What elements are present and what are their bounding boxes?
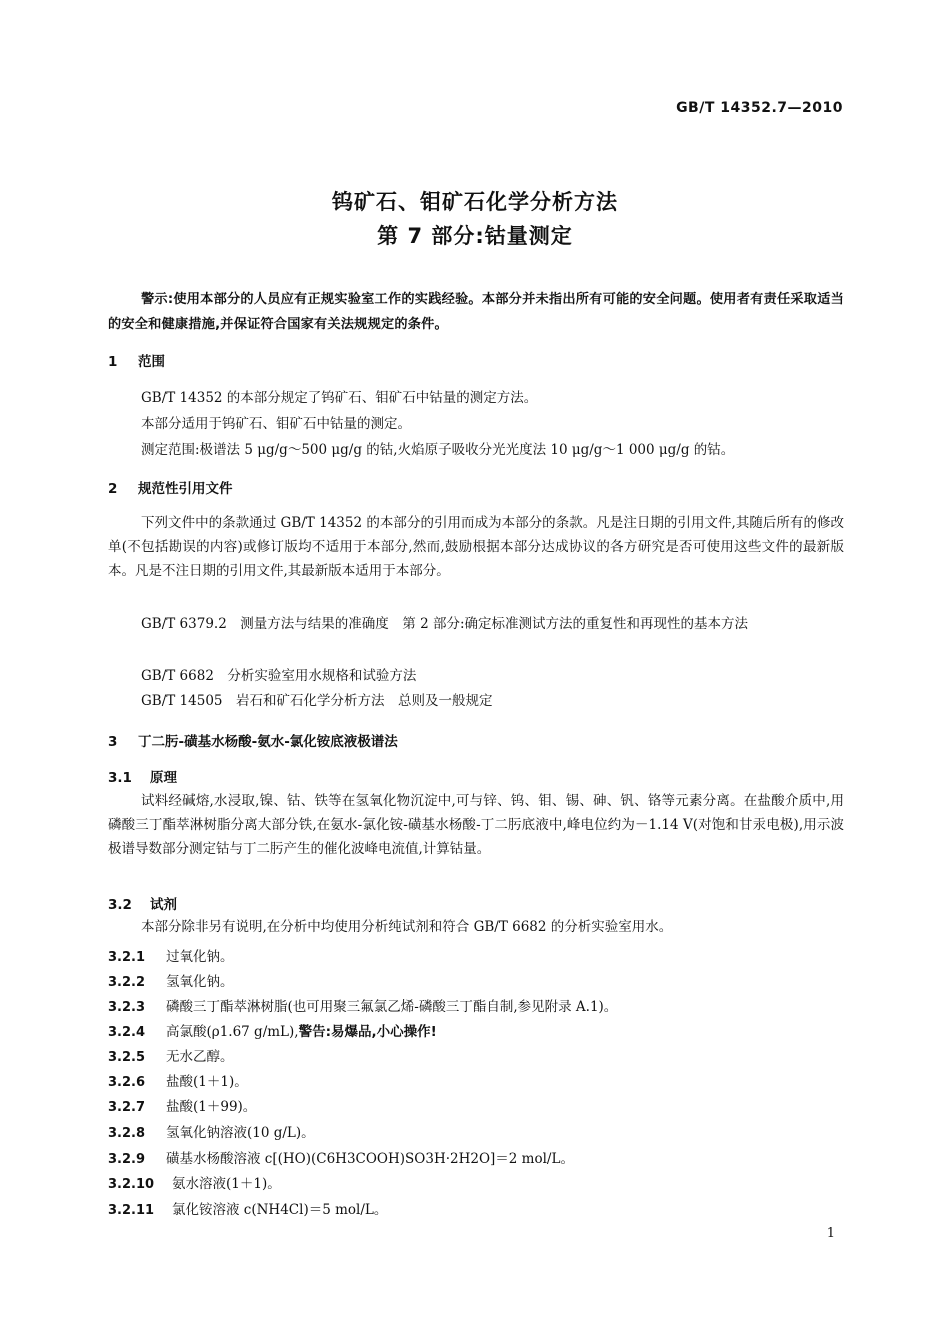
scope-line: GB/T 14352 的本部分规定了钨矿石、钼矿石中钴量的测定方法。	[141, 390, 538, 406]
standard-number: GB/T 14352.7—2010	[676, 100, 843, 116]
item-number: 3.2.5	[108, 1050, 146, 1065]
item-number: 3.2.10	[108, 1177, 155, 1192]
item-text: 高氯酸(ρ1.67 g/mL),	[166, 1024, 299, 1040]
document-subtitle: 第 7 部分:钴量测定	[377, 224, 573, 248]
reagent-item	[108, 995, 617, 1015]
item-number: 3.2.11	[108, 1203, 155, 1218]
document-title: 钨矿石、钼矿石化学分析方法	[332, 190, 618, 214]
item-number: 3.2.6	[108, 1075, 146, 1090]
item-text: 盐酸(1＋99)。	[166, 1099, 257, 1115]
subsection-title: 试剂	[150, 897, 177, 913]
section-number: 1	[108, 354, 118, 370]
section-title: 范围	[138, 354, 165, 370]
item-number: 3.2.1	[108, 950, 146, 965]
reagent-item	[108, 1070, 248, 1090]
item-text: 盐酸(1＋1)。	[166, 1074, 248, 1090]
item-text: 氢氧化钠。	[166, 974, 234, 990]
item-text: 氢氧化钠溶液(10 g/L)。	[166, 1125, 315, 1141]
reference-entry: GB/T 14505 岩石和矿石化学分析方法 总则及一般规定	[141, 693, 493, 709]
item-number: 3.2.9	[108, 1152, 146, 1167]
section-number: 2	[108, 481, 118, 497]
scope-line: 测定范围:极谱法 5 μg/g～500 μg/g 的钴,火焰原子吸收分光光度法 10 μg/g～1 000 μg/g 的钴。	[141, 442, 735, 458]
scope-line: 本部分适用于钨矿石、钼矿石中钴量的测定。	[141, 416, 411, 432]
safety-warning: 警示:使用本部分的人员应有正规实验室工作的实践经验。本部分并未指出所有可能的安全问题。使用者有责任采取适当的安全和健康措施,并保证符合国家有关法规规定的条件。	[108, 292, 844, 332]
page-number: 1	[826, 1226, 835, 1241]
section-heading-2	[108, 477, 233, 497]
reagent-item	[108, 970, 234, 990]
reagent-item	[108, 1172, 281, 1192]
reference-entry: GB/T 6379.2 测量方法与结果的准确度 第 2 部分:确定标准测试方法的重复性和再现性的基本方法	[141, 616, 749, 632]
subsection-title: 原理	[150, 770, 177, 786]
reagent-item	[108, 1121, 315, 1141]
hazard-warning: 警告:易爆品,小心操作!	[298, 1024, 437, 1040]
reagent-item	[108, 1147, 574, 1167]
reference-entry: GB/T 6682 分析实验室用水规格和试验方法	[141, 668, 417, 684]
item-text: 氯化铵溶液 c(NH4Cl)＝5 mol/L。	[172, 1202, 388, 1218]
item-number: 3.2.3	[108, 1000, 146, 1015]
section-title: 规范性引用文件	[138, 481, 233, 497]
item-number: 3.2.4	[108, 1025, 146, 1040]
reagent-item	[108, 1198, 387, 1218]
references-paragraph: 下列文件中的条款通过 GB/T 14352 的本部分的引用而成为本部分的条款。凡是注日期的引用文件,其随后所有的修改单(不包括勘误的内容)或修订版均不适用于本部分,然而,鼓励根据本部分达成协议的各方研究是否可使用这些文件的最新版本。凡是不注日期的引用文件,其最新版本适用于本部分。	[108, 515, 844, 579]
subsection-heading-3-2	[108, 893, 177, 913]
section-title: 丁二肟-磺基水杨酸-氨水-氯化铵底液极谱法	[138, 734, 398, 750]
item-text: 磺基水杨酸溶液 c[(HO)(C6H3COOH)SO3H·2H2O]＝2 mol/L。	[166, 1151, 574, 1167]
item-number: 3.2.7	[108, 1100, 146, 1115]
item-text: 氨水溶液(1＋1)。	[172, 1176, 281, 1192]
section-heading-1	[108, 350, 165, 370]
section-heading-3	[108, 730, 398, 750]
item-number: 3.2.2	[108, 975, 146, 990]
reagent-item	[108, 1095, 256, 1115]
reagent-item	[108, 1020, 437, 1040]
subsection-heading-3-1	[108, 766, 177, 786]
section-number: 3	[108, 734, 118, 750]
principle-paragraph: 试料经碱熔,水浸取,镍、钴、铁等在氢氧化物沉淀中,可与锌、钨、钼、锡、砷、钒、铬等元素分离。在盐酸介质中,用磷酸三丁酯萃淋树脂分离大部分铁,在氨水-氯化铵-磺基水杨酸-丁二肟底液中,峰电位约为－1.14 V(对饱和甘汞电极),用示波极谱导数部分测定钴与丁二肟产生的催化波峰电流值,计算钴量。	[108, 793, 844, 857]
item-number: 3.2.8	[108, 1126, 146, 1141]
subsection-number: 3.2	[108, 897, 132, 913]
item-text: 磷酸三丁酯萃淋树脂(也可用聚三氟氯乙烯-磷酸三丁酯自制,参见附录 A.1)。	[166, 999, 618, 1015]
reagent-item	[108, 945, 234, 965]
reagents-paragraph: 本部分除非另有说明,在分析中均使用分析纯试剂和符合 GB/T 6682 的分析实验室用水。	[141, 919, 673, 935]
reagent-item	[108, 1045, 234, 1065]
item-text: 过氧化钠。	[166, 949, 234, 965]
item-text: 无水乙醇。	[166, 1049, 234, 1065]
subsection-number: 3.1	[108, 770, 132, 786]
